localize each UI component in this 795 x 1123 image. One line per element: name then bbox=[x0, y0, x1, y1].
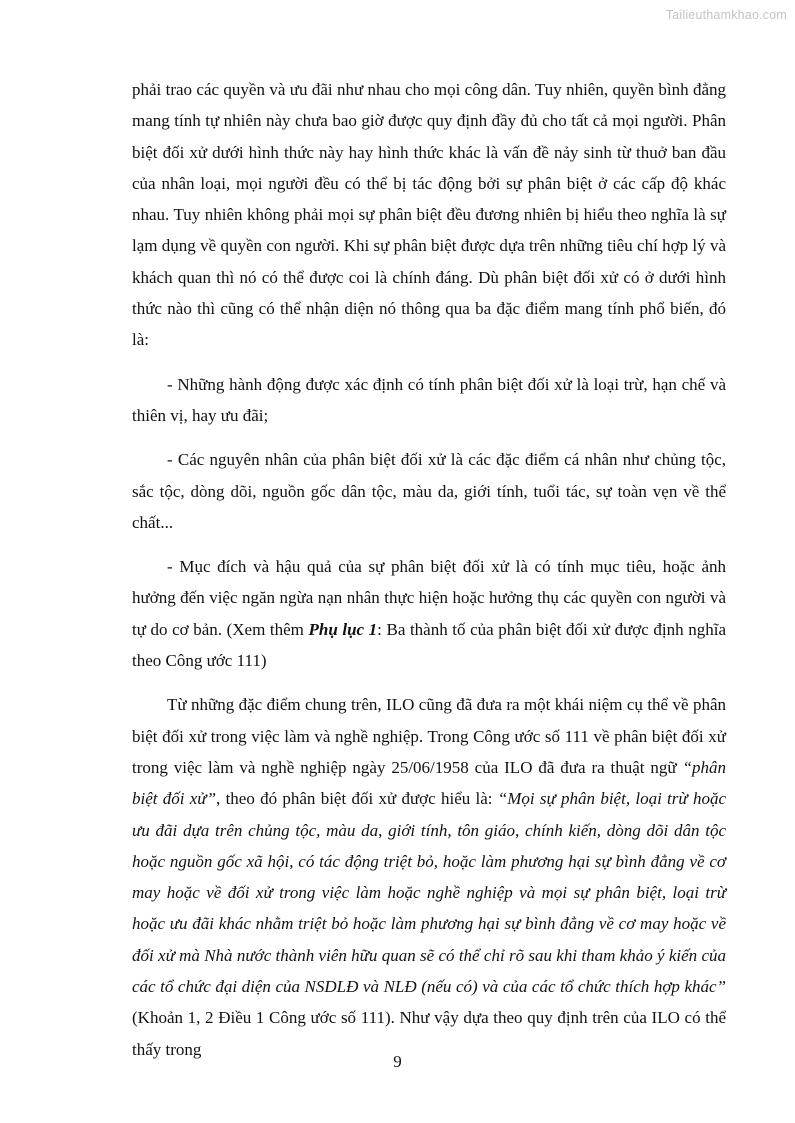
paragraph-ilo-definition bbox=[132, 689, 726, 1065]
list-item-causes: - Các nguyên nhân của phân biệt đối xử là các đặc điểm cá nhân như chủng tộc, sắc tộc, dòng dõi, nguồn gốc dân tộc, màu da, giới tính, tuổi tác, sự toàn vẹn về thể chất... bbox=[132, 450, 726, 532]
ilo-text-start: Từ những đặc điểm chung trên, ILO cũng đã đưa ra một khái niệm cụ thể về phân biệt đối xử trong việc làm và nghề nghiệp. Trong Công ước số 111 về phân biệt đối xử trong việc làm và nghề nghiệp ngày 25/06/1958 của ILO đã đưa ra thuật ngữ bbox=[132, 695, 726, 777]
ilo-text-end: (Khoản 1, 2 Điều 1 Công ước số 111). Như vậy dựa theo quy định trên của ILO có thể thấy trong bbox=[132, 1008, 726, 1059]
document-body bbox=[132, 74, 726, 1078]
ilo-text-middle: , theo đó phân biệt đối xử được hiểu là: bbox=[216, 789, 498, 809]
purpose-text-end: : Ba thành tố của phân biệt đối xử được định nghĩa theo Công ước 111) bbox=[132, 619, 726, 671]
watermark-text: Tailieuthamkhao.com bbox=[665, 8, 787, 22]
term-discrimination: “phân biệt đối xử” bbox=[132, 757, 726, 809]
paragraph-intro: phải trao các quyền và ưu đãi như nhau cho mọi công dân. Tuy nhiên, quyền bình đẳng mang tính tự nhiên này chưa bao giờ được quy định đầy đủ cho tất cả mọi người. Phân biệt đối xử dưới hình thức này hay hình thức khác là vấn đề nảy sinh từ thuở ban đầu của nhân loại, mọi người đều có thể bị tác động bởi sự phân biệt ở các cấp độ khác nhau. Tuy nhiên không phải mọi sự phân biệt đều đương nhiên bị hiểu theo nghĩa là sự lạm dụng về quyền con người. Khi sự phân biệt được dựa trên những tiêu chí hợp lý và khách quan thì nó có thể được coi là chính đáng. Dù phân biệt đối xử có ở dưới hình thức nào thì cũng có thể nhận diện nó thông qua ba đặc điểm mang tính phổ biến, đó là: bbox=[132, 80, 726, 350]
page-number: 9 bbox=[393, 1052, 402, 1071]
definition-quote: “Mọi sự phân biệt, loại trừ hoặc ưu đãi dựa trên chủng tộc, màu da, giới tính, tôn giáo, chính kiến, dòng dõi dân tộc hoặc nguồn gốc xã hội, có tác động triệt bỏ, hoặc làm phương hại sự bình đẳng về cơ may hoặc về đối xử trong việc làm hoặc nghề nghiệp và mọi sự phân biệt, loại trừ hoặc ưu đãi khác nhằm triệt bỏ hoặc làm phương hại sự bình đẳng về cơ may hoặc về đối xử mà Nhà nước thành viên hữu quan sẽ có thể chỉ rõ sau khi tham khảo ý kiến của các tổ chức đại diện của NSDLĐ và NLĐ (nếu có) và của các tổ chức thích hợp khác” bbox=[132, 789, 726, 997]
purpose-text-start: - Mục đích và hậu quả của sự phân biệt đối xử là có tính mục tiêu, hoặc ảnh hưởng đến việc ngăn ngừa nạn nhân thực hiện hoặc hưởng thụ các quyền con người và tự do cơ bản. (Xem thêm bbox=[132, 557, 726, 639]
appendix-reference: Phụ lục 1 bbox=[308, 619, 378, 639]
list-item-actions: - Những hành động được xác định có tính phân biệt đối xử là loại trừ, hạn chế và thiên vị, hay ưu đãi; bbox=[132, 374, 726, 425]
list-item-purpose bbox=[132, 551, 726, 676]
